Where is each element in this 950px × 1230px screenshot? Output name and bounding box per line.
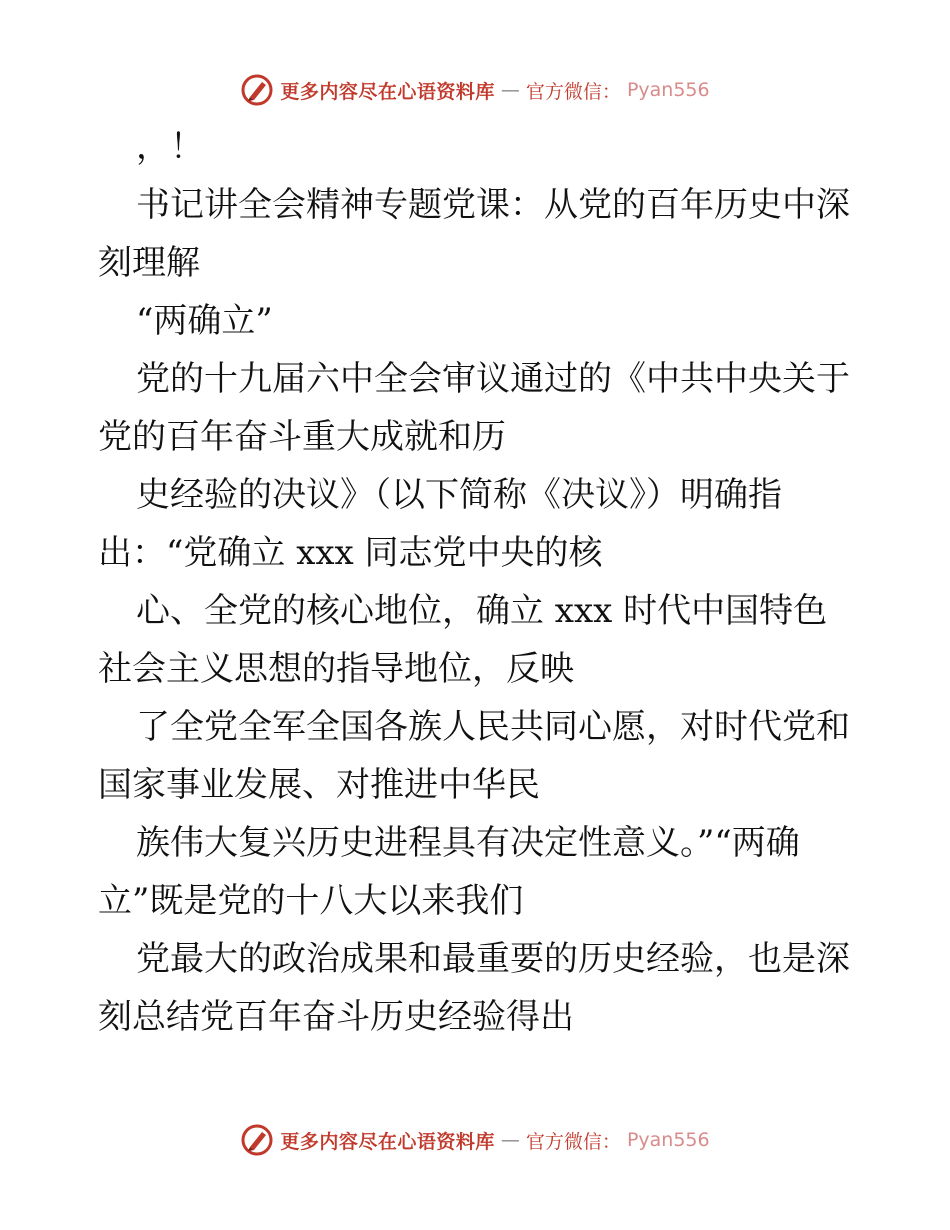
header-banner bbox=[0, 70, 950, 110]
footer-wechat-id: Pyan556 bbox=[626, 1129, 710, 1151]
document-body bbox=[98, 118, 858, 1046]
body-line: 族伟大复兴历史进程具有决定性意义。”“两确 bbox=[136, 823, 800, 863]
body-line: 社会主义思想的指导地位，反映 bbox=[98, 649, 574, 689]
document-title-line: 书记讲全会精神专题党课：从党的百年历史中深 bbox=[136, 185, 850, 225]
body-line: 刻总结党百年奋斗历史经验得出 bbox=[98, 997, 574, 1037]
footer-wechat-label: 官方微信： bbox=[525, 1130, 621, 1153]
footer-dash: — bbox=[500, 1129, 520, 1151]
header-banner-text: 更多内容尽在心语资料库 bbox=[280, 80, 495, 103]
body-line: ，！ bbox=[136, 127, 204, 167]
body-line: 党最大的政治成果和最重要的历史经验，也是深 bbox=[136, 939, 850, 979]
footer-banner-text: 更多内容尽在心语资料库 bbox=[280, 1130, 495, 1153]
body-line: 党的十九届六中全会审议通过的《中共中央关于 bbox=[136, 359, 850, 399]
pen-logo-icon bbox=[240, 73, 274, 107]
header-dash: — bbox=[500, 79, 520, 101]
header-wechat-label: 官方微信： bbox=[525, 80, 621, 103]
body-line: 心、全党的核心地位，确立 xxx 时代中国特色 bbox=[136, 591, 828, 631]
body-line: 党的百年奋斗重大成就和历 bbox=[98, 417, 506, 457]
body-line: 了全党全军全国各族人民共同心愿，对时代党和 bbox=[136, 707, 850, 747]
body-line: 国家事业发展、对推进中华民 bbox=[98, 765, 540, 805]
document-title-line: 刻理解 bbox=[98, 243, 200, 283]
body-line: 立”既是党的十八大以来我们 bbox=[98, 881, 524, 921]
body-line: 出：“党确立 xxx 同志党中央的核 bbox=[98, 533, 603, 573]
body-line: 史经验的决议》（以下简称《决议》）明确指 bbox=[136, 475, 782, 515]
header-wechat-id: Pyan556 bbox=[626, 79, 710, 101]
footer-banner bbox=[0, 1120, 950, 1160]
document-title-line: “两确立” bbox=[136, 301, 273, 341]
pen-logo-icon bbox=[240, 1123, 274, 1157]
